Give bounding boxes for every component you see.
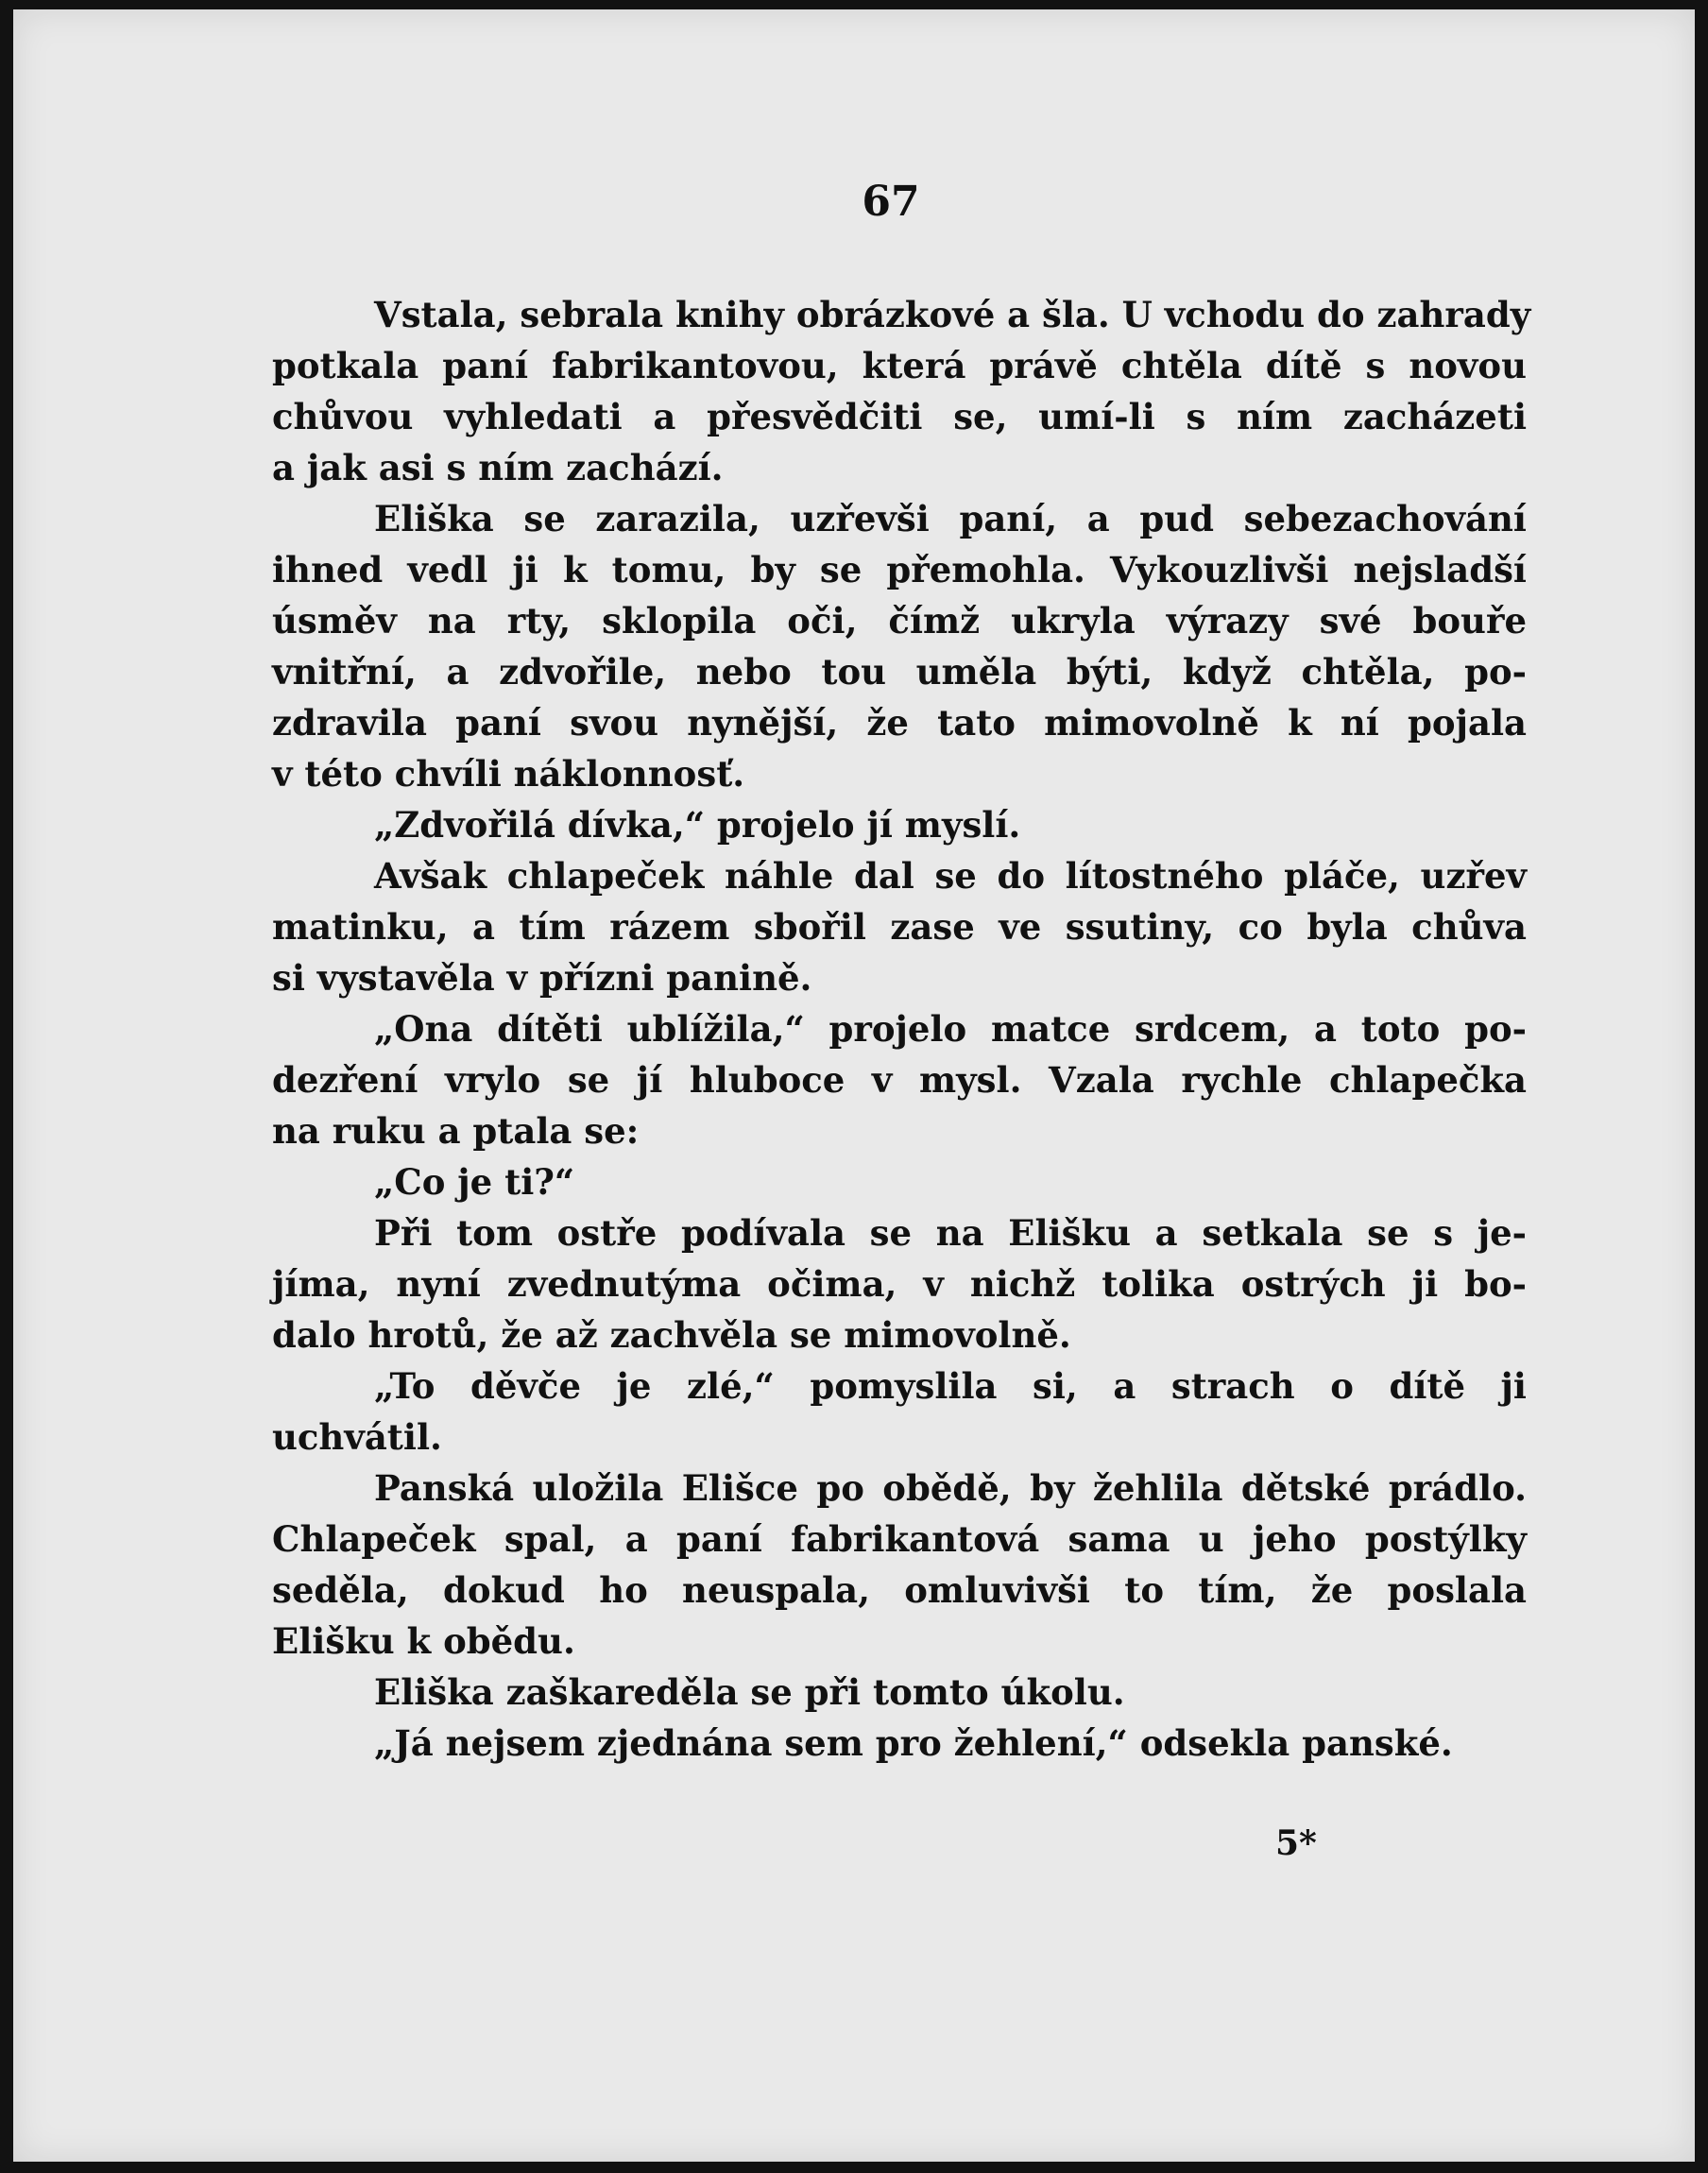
paragraph <box>272 289 1531 493</box>
signature-mark: 5* <box>1275 1823 1317 1863</box>
text-line: ihned vedl ji k tomu, by se přemohla. Vykouzlivši nejsladší <box>272 549 1527 590</box>
text-line: v této chvíli náklonnosť. <box>272 753 745 795</box>
text-line: „Já nejsem zjednána sem pro žehlení,“ odsekla panské. <box>374 1722 1453 1764</box>
text-line: potkala paní fabrikantovou, která právě chtěla dítě s novou <box>272 345 1527 386</box>
body-text <box>272 289 1531 1769</box>
text-line: zdravila paní svou nynější, že tato mimovolně k ní pojala <box>272 702 1527 744</box>
text-line: „Co je ti?“ <box>374 1161 575 1203</box>
page-number: 67 <box>862 178 920 226</box>
text-line: Panská uložila Elišce po obědě, by žehlila dětské prádlo. <box>374 1467 1527 1509</box>
text-line: seděla, dokud ho neuspala, omluvivši to tím, že poslala <box>272 1569 1527 1611</box>
text-line: Eliška se zarazila, uzřevši paní, a pud sebezachování <box>374 498 1527 539</box>
text-line: Chlapeček spal, a paní fabrikantová sama u jeho postýlky <box>272 1518 1527 1560</box>
paragraph <box>272 1156 1527 1207</box>
text-line: dalo hrotů, že až zachvěla se mimovolně. <box>272 1314 1071 1356</box>
text-line: a jak asi s ním zachází. <box>272 447 724 488</box>
text-line: „To děvče je zlé,“ pomyslila si, a strach o dítě ji <box>374 1365 1527 1407</box>
text-line: Při tom ostře podívala se na Elišku a setkala se s je- <box>374 1212 1527 1254</box>
text-line: Eliška zaškareděla se při tomto úkolu. <box>374 1671 1125 1713</box>
text-line: dezření vrylo se jí hluboce v mysl. Vzala rychle chlapečka <box>272 1059 1527 1101</box>
text-line: Avšak chlapeček náhle dal se do lítostného pláče, uzřev <box>374 855 1527 897</box>
text-line: jíma, nyní zvednutýma očima, v nichž tolika ostrých ji bo- <box>272 1263 1527 1305</box>
text-line: „Zdvořilá dívka,“ projelo jí myslí. <box>374 804 1021 846</box>
text-line: Elišku k obědu. <box>272 1620 575 1662</box>
paragraph <box>272 1667 1527 1718</box>
paragraph <box>272 850 1527 1003</box>
text-line: chůvou vyhledati a přesvědčiti se, umí-li s ním zacházeti <box>272 396 1527 437</box>
text-line: si vystavěla v přízni panině. <box>272 957 812 999</box>
paragraph <box>272 1463 1527 1667</box>
text-line: „Ona dítěti ublížila,“ projelo matce srdcem, a toto po- <box>374 1008 1527 1050</box>
text-line: na ruku a ptala se: <box>272 1110 640 1152</box>
text-line: Vstala, sebrala knihy obrázkové a šla. U vchodu do zahrady <box>374 294 1531 335</box>
paragraph <box>272 1360 1527 1463</box>
paragraph <box>272 1207 1527 1360</box>
paragraph <box>272 799 1527 850</box>
book-page <box>13 9 1695 2162</box>
text-line: vnitřní, a zdvořile, nebo tou uměla býti, když chtěla, po- <box>272 651 1527 693</box>
paragraph <box>272 493 1527 799</box>
text-line: úsměv na rty, sklopila oči, čímž ukryla výrazy své bouře <box>272 600 1527 642</box>
paragraph <box>272 1003 1527 1156</box>
paragraph <box>272 1718 1527 1769</box>
text-line: matinku, a tím rázem sbořil zase ve ssutiny, co byla chůva <box>272 906 1527 948</box>
text-line: uchvátil. <box>272 1416 442 1458</box>
